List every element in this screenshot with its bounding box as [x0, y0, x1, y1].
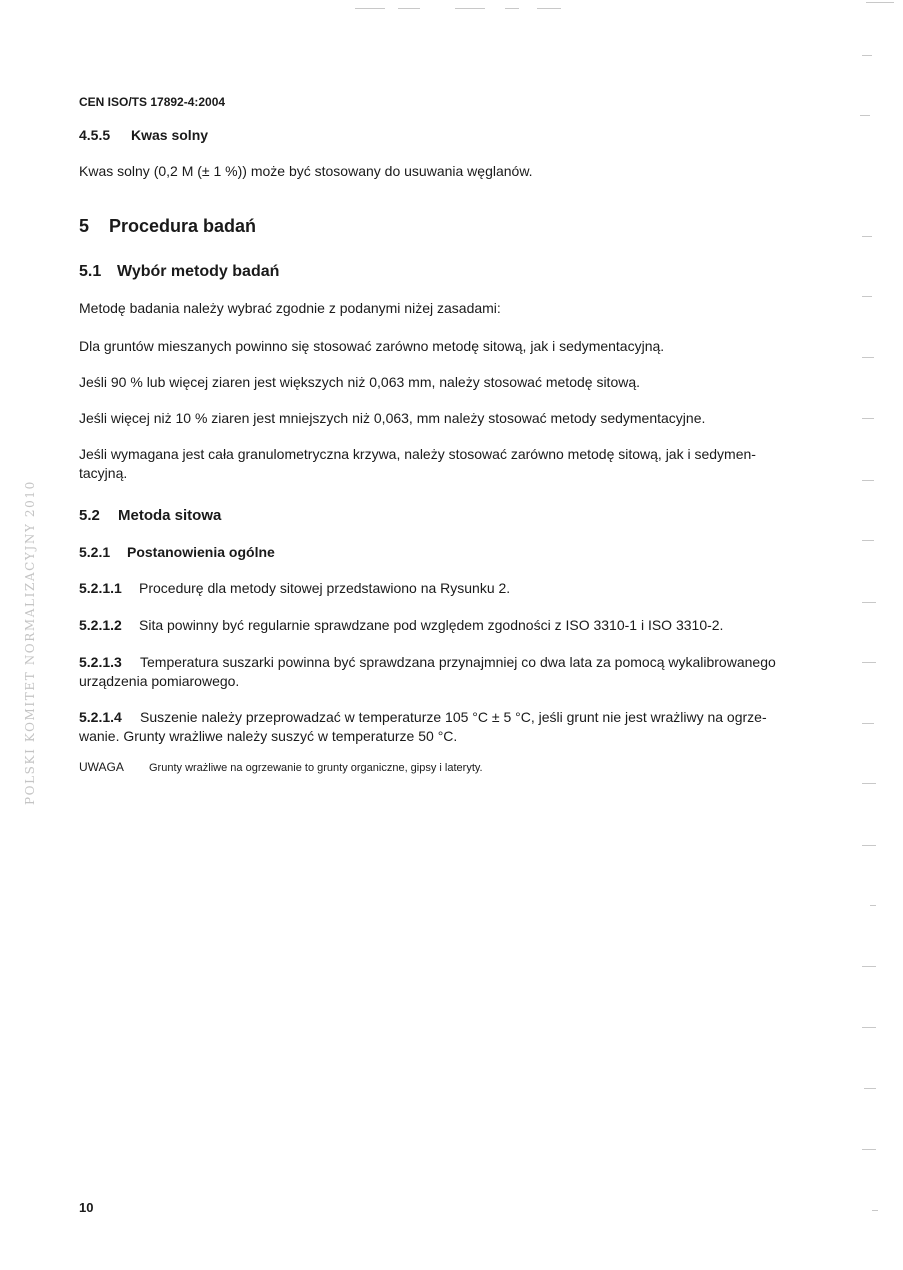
clause-number: 5.2.1.4 [79, 709, 122, 725]
watermark: POLSKI KOMITET NORMALIZACYJNY 2010 [23, 480, 37, 805]
paragraph: Jeśli wymagana jest cała granulometryczna krzywa, należy stosować zarówno metodę sitową, jak i sedymen-tacyjną. [79, 446, 756, 481]
scan-artifact [872, 1210, 878, 1211]
heading-5-1 [79, 263, 279, 281]
scan-artifact [862, 480, 874, 481]
paragraph: Jeśli 90 % lub więcej ziaren jest większych niż 0,063 mm, należy stosować metodę sitową. [79, 374, 641, 390]
scan-artifact [862, 602, 876, 603]
heading-number: 5.2.1 [79, 544, 111, 560]
scan-artifact [505, 8, 519, 9]
scan-artifact [355, 8, 385, 9]
scan-artifact [862, 418, 874, 419]
heading-4-5-5 [79, 127, 208, 143]
scan-artifact [864, 1088, 876, 1089]
clause-number: 5.2.1.3 [79, 654, 122, 670]
standard-id: CEN ISO/TS 17892-4:2004 [79, 95, 226, 109]
scan-artifact [862, 845, 876, 846]
heading-title: Postanowienia ogólne [127, 544, 275, 560]
scan-artifact [862, 540, 874, 541]
clause-text: Suszenie należy przeprowadzać w temperaturze 105 °C ± 5 °C, jeśli grunt nie jest wrażliwy na ogrze-wanie. Grunty wrażliwe należy suszyć w temperaturze 50 °C. [79, 709, 767, 744]
heading-number: 5 [79, 216, 90, 236]
heading-5-2 [79, 507, 221, 524]
scan-artifact [862, 723, 874, 724]
scan-artifact [862, 783, 876, 784]
clause-text: Procedurę dla metody sitowej przedstawiono na Rysunku 2. [139, 580, 511, 596]
note-text: Grunty wrażliwe na ogrzewanie to grunty organiczne, gipsy i lateryty. [149, 762, 483, 774]
scan-artifact [862, 1149, 876, 1150]
scan-artifact [862, 662, 876, 663]
heading-title: Wybór metody badań [117, 263, 280, 280]
scan-artifact [870, 905, 876, 906]
clause-number: 5.2.1.2 [79, 617, 122, 633]
note [79, 760, 483, 774]
scan-artifact [537, 8, 561, 9]
clause-5-2-1-2 [79, 617, 723, 633]
heading-number: 4.5.5 [79, 127, 111, 143]
clause-5-2-1-3 [79, 653, 799, 691]
heading-5 [79, 216, 256, 237]
scan-artifact [455, 8, 485, 9]
heading-number: 5.1 [79, 263, 102, 280]
paragraph: Kwas solny (0,2 M (± 1 %)) może być stosowany do usuwania węglanów. [79, 163, 533, 179]
clause-5-2-1-1 [79, 580, 510, 596]
paragraph: Dla gruntów mieszanych powinno się stosować zarówno metodę sitową, jak i sedymentacyjną. [79, 338, 665, 354]
page-number: 10 [79, 1200, 94, 1215]
heading-title: Procedura badań [109, 216, 257, 236]
scan-artifact [862, 236, 872, 237]
heading-title: Metoda sitowa [118, 507, 222, 524]
scan-artifact [862, 1027, 876, 1028]
scan-artifact [860, 115, 870, 116]
clause-text: Temperatura suszarki powinna być sprawdzana przynajmniej co dwa lata za pomocą wykalibrowanego urządzenia pomiarowego. [79, 654, 776, 689]
paragraph: Jeśli więcej niż 10 % ziaren jest mniejszych niż 0,063, mm należy stosować metody sedymentacyjne. [79, 410, 706, 426]
scan-artifact [398, 8, 420, 9]
scan-artifact [862, 296, 872, 297]
scan-artifact [862, 357, 874, 358]
scan-artifact [866, 2, 894, 3]
clause-5-2-1-4 [79, 708, 799, 746]
clause-number: 5.2.1.1 [79, 580, 122, 596]
scan-artifact [862, 966, 876, 967]
heading-5-2-1 [79, 544, 275, 560]
paragraph: Metodę badania należy wybrać zgodnie z podanymi niżej zasadami: [79, 300, 501, 316]
note-label: UWAGA [79, 760, 124, 774]
heading-title: Kwas solny [131, 127, 209, 143]
scan-artifact [862, 55, 872, 56]
heading-number: 5.2 [79, 507, 100, 524]
clause-text: Sita powinny być regularnie sprawdzane pod względem zgodności z ISO 3310-1 i ISO 3310-2. [139, 617, 724, 633]
